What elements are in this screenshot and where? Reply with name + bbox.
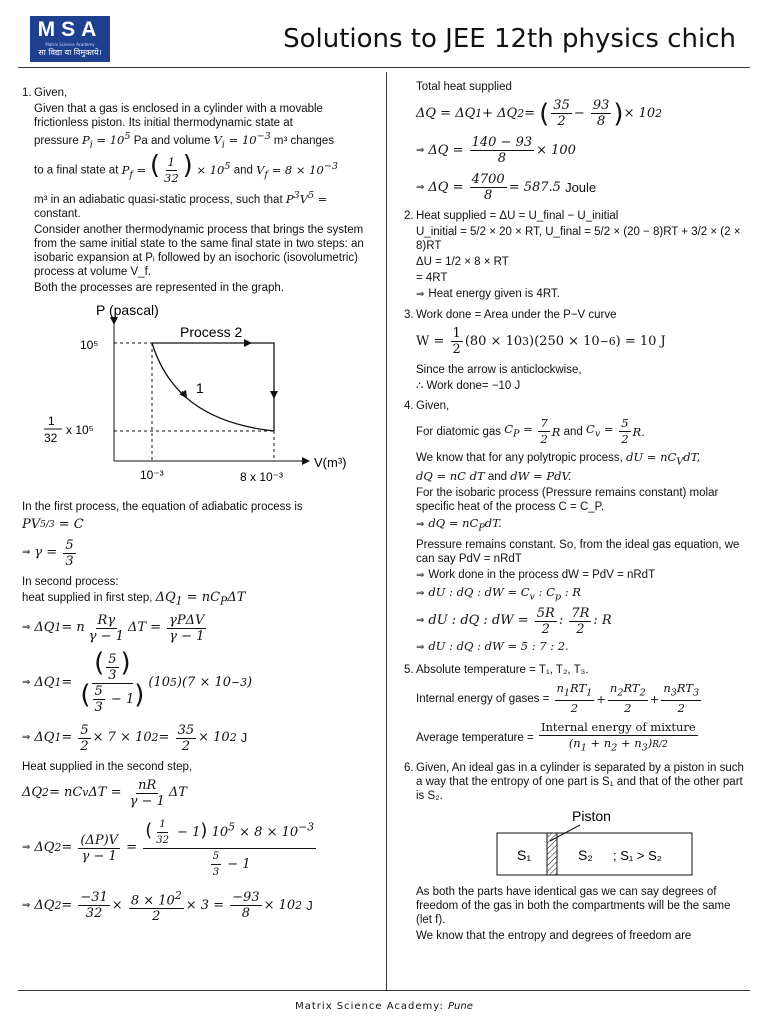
column-divider (386, 72, 387, 990)
logo-motto: सा विद्या या विमुक्तये। (38, 48, 102, 57)
q5-number: 5. (404, 663, 414, 676)
footer-academy: Matrix Science Academy: (295, 1001, 444, 1012)
q5-average-temp: Average temperature = Internal energy of mixture $(n_1 + n_2 + n_3)R/2$ (416, 720, 696, 754)
xtick-right: 8 x 10⁻³ (240, 469, 284, 484)
eq-dq1-general: ⇒ ΔQ 1 = n Rγ γ − 1 ΔT = γPΔV γ − 1 (22, 612, 205, 644)
eq-total-heat-3: ⇒ ΔQ = 4700 8 = 587.5 Joule (416, 172, 597, 203)
q2-du: ΔU = 1/2 × 8 × RT (416, 256, 509, 268)
q5-line: Absolute temperature = T₁, T₂, T₃. (416, 663, 589, 676)
q4-ratio-3: ⇒ dU : dQ : dW = 5 : 7 : 2. (416, 638, 569, 653)
q1-second-process: In second process: (22, 575, 119, 588)
q2-eq: = 4RT (416, 272, 448, 284)
piston-diagram (404, 805, 749, 877)
process1-curve (152, 343, 274, 431)
eq-adiabatic: PV 5/3 = C (22, 516, 84, 532)
eq-total-heat-2: ⇒ ΔQ = 140 − 93 8 × 100 (416, 135, 576, 166)
q1-given: Given, (34, 87, 68, 99)
eq-dq1-result: ⇒ ΔQ 1 = 5 2 × 7 × 10 2 = 35 2 × 10 2 J (22, 722, 248, 754)
q4-pressure: Pressure remains constant. So, from the ideal gas equation, we can say PdV = nRdT (416, 538, 740, 565)
eq-dq2-substituted: ⇒ ΔQ 2 = (ΔP)V γ − 1 = ( $\frac{1}{32}$ − 1) $10^5 \times 8 \times 10^{-3}$ $\frac{5}{3}$ − 1 (22, 818, 315, 878)
q1-process2-text: Consider another thermodynamic process that brings the system from the same initial state to the same final state in two steps: an isobaric expansion at Pᵢ followed by an isochoric (isovolumetric) process at volume V_f. (34, 223, 364, 278)
q1-adiabatic: m³ in an adiabatic quasi-static process, such that (34, 193, 283, 206)
q1-number: 1. (22, 87, 32, 99)
q1-first-step: heat supplied in first step, $\Delta Q_1 = nC_P\Delta T$ (22, 589, 246, 608)
entropy-relation: ; S₁ > S₂ (613, 848, 662, 864)
label-process2: Process 2 (180, 323, 243, 340)
logo-text: MSA (37, 18, 103, 41)
q2-line: Heat supplied = ΔU = U_final − U_initial (416, 210, 619, 222)
footer (0, 1001, 768, 1012)
eq-total-heat: ΔQ = ΔQ 1 + ΔQ 2 = ( 35 2 − 93 8 ) × 10 2 (416, 98, 663, 129)
q4-isobaric: For the isobaric process (Pressure remains constant) molar specific heat of the process C = C_P. (416, 487, 719, 514)
q6-number: 6. (404, 762, 414, 775)
label-process1: 1 (196, 379, 204, 396)
q1-text: Given that a gas is enclosed in a cylinder with a movable frictionless piston. Its initial thermodynamic state at pressure $P_i = 10^5$ Pa and volume $V_i = 10^{-3}$ m³ changes (34, 103, 335, 151)
eq-gamma: ⇒ γ = 5 3 (22, 537, 74, 569)
q3-arrow: Since the arrow is anticlockwise, (416, 364, 582, 376)
q6-degrees: As both the parts have identical gas we can say degrees of freedom of the gas in both the compartments will be the same (let f). (416, 886, 731, 927)
q3-number: 3. (404, 309, 414, 321)
q2-answer: ⇒ Heat energy given is 4RT. (416, 288, 560, 300)
q2-number: 2. (404, 210, 414, 222)
s1-label: S₁ (517, 847, 532, 864)
ytick-bottom-den: 32 (44, 430, 58, 445)
footer-city: Pune (448, 1001, 473, 1012)
pv-graph (22, 301, 372, 496)
eq-dq2-result: ⇒ ΔQ 2 = −31 32 × $8 \times 10^2$ 2 × 3 = −93 8 × 10 2 J (22, 888, 313, 924)
q3-line: Work done = Area under the P−V curve (416, 309, 617, 321)
right-column (404, 80, 749, 945)
q6-entropy: We know that the entropy and degrees of freedom are (416, 930, 692, 943)
total-heat-label: Total heat supplied (416, 81, 512, 93)
piston-label: Piston (572, 808, 611, 825)
graph-xlabel: V(m³) (314, 454, 347, 470)
left-column: 1. Given, Given that a gas is enclosed in a cylinder with a movable frictionless piston. Its initial thermodynamic state at pressure $P_i = 10^5$ Pa and volume $V_i = 10^{-3}$ m³ changes to a final state at $P_f$ = ( $\frac{1}{32}$ ) × $10^5$ and $V_f = 8 \times 10^{-3}$ m³ in an adiabatic quasi-static process, such that $P^3V^5$ = constant. Consider another thermodynamic process that brings the system from the same initial state to the same final state in two steps: an isobaric expansion at Pᵢ followed by an isochoric (isovolumetric) process at volume V_f. Both the processes are represented in the graph. P (pascal) V(m³) 10⁵ 1 32 x 10⁵ 10⁻³ 8 x 10⁻³ Process 2 1 In the first process, the equation of adiabatic process is PV 5/3 = C ⇒ γ = 5 3 In second process: heat supplied in first step, $\Delta Q_1 = nC_P\Delta T$ ⇒ ΔQ 1 = n Rγ γ − 1 ΔT = γPΔV γ − 1 ⇒ ΔQ 1 = ( $\frac{5}{3}$ ) ( $\frac{5}{3}$ − 1) (10 5 )(7 × 10 −3 ) ⇒ ΔQ 1 = 5 2 × 7 × 10 2 = 35 2 × 10 2 J Heat supplied in the second step, ΔQ 2 = nC v ΔT = nR γ − 1 ΔT ⇒ ΔQ 2 = (ΔP)V γ − 1 = ( $\frac{1}{32}$ − 1) $10^5 \times 8 \times 10^{-3}$ $\frac{5}{3}$ − 1 ⇒ ΔQ 2 = −31 32 × $8 \times 10^2$ 2 × 3 = −93 8 × 10 2 J (22, 86, 372, 930)
q4-number: 4. (404, 400, 414, 412)
s2-label: S₂ (578, 847, 593, 864)
q4-dq: ⇒ dQ = $nC_PdT$. (416, 516, 502, 534)
academy-logo (30, 16, 110, 62)
xtick-left: 10⁻³ (140, 467, 164, 482)
header-divider (18, 67, 750, 68)
eq-work: W = 1 2 (80 × 10 3 )(250 × 10 −6 ) = 10 J (416, 326, 666, 357)
footer-divider (18, 990, 750, 991)
q4-work: ⇒ Work done in the process dW = PdV = nRdT (416, 568, 656, 581)
graph-ylabel: P (pascal) (96, 301, 159, 318)
q1-graph-caption: Both the processes are represented in the graph. (34, 281, 284, 294)
q1-adiabatic-eq-text: In the first process, the equation of adiabatic process is (22, 500, 303, 513)
q4-polytropic: We know that for any polytropic process, dU = $nC_VdT$, dQ = nC dT and dW = PdV. (416, 450, 701, 484)
q4-ratio: ⇒ dU : dQ : dW = $C_v$ : $C_p$ : R (416, 584, 581, 602)
q6-line: Given, An ideal gas in a cylinder is separated by a piston in such a way that the entropy of one part is S₁ and that of the other part is S₂. (416, 762, 744, 803)
q4-diatomic: For diatomic gas $C_P$ = $\frac{7}{2}$ R and $C_v$ = $\frac{5}{2}$ R. (416, 416, 645, 446)
q4-ratio-2: ⇒ dU : dQ : dW = 5R 2 : 7R 2 : R (416, 605, 612, 637)
eq-dq2-general: ΔQ 2 = nC v ΔT = nR γ − 1 ΔT (22, 777, 187, 809)
q4-given: Given, (416, 400, 450, 412)
piston (547, 833, 557, 875)
ytick-bottom-num: 1 (48, 413, 55, 428)
ytick-top: 10⁵ (80, 337, 99, 352)
q1-final-state: to a final state at $P_f$ = ( $\frac{1}{32}$ ) × $10^5$ and $V_f = 8 \times 10^{-3}$ (34, 150, 338, 186)
q3-answer: ∴ Work done= −10 J (416, 380, 521, 392)
q5-internal-energy: Internal energy of gases = $\frac{n_1RT_1}{2}$ + $\frac{n_2RT_2}{2}$ + $\frac{n_3RT_3}{2}$ (416, 680, 700, 716)
process2-path (152, 343, 274, 431)
q1-second-step: Heat supplied in the second step, (22, 760, 193, 773)
logo-subtitle: Matrix Science Academy (45, 42, 95, 47)
q2-u-values: U_initial = 5/2 × 20 × RT, U_final = 5/2 × (20 − 8)RT + 3/2 × (2 × 8)RT (416, 226, 741, 252)
ytick-bottom-suffix: x 10⁵ (66, 422, 94, 437)
page-title: Solutions to JEE 12th physics chich (283, 24, 736, 54)
eq-dq1-substituted: ⇒ ΔQ 1 = ( $\frac{5}{3}$ ) ( $\frac{5}{3}$ − 1) (10 5 )(7 × 10 −3 ) (22, 647, 253, 715)
